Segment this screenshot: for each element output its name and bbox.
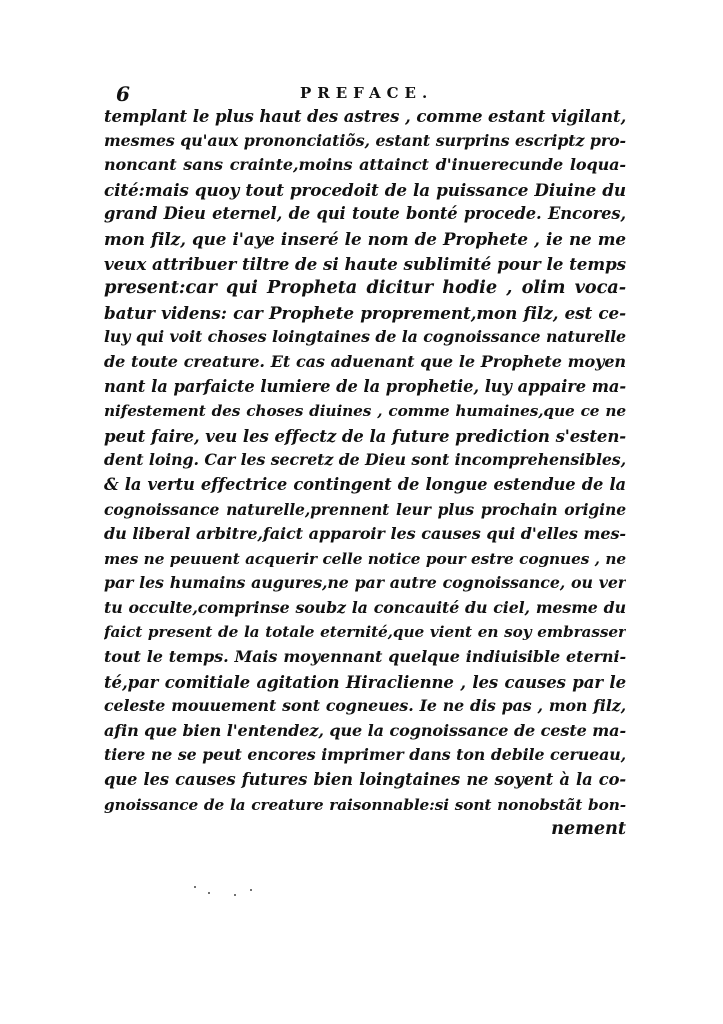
text-line: noncant sans crainte,moins attainct d'inuerecunde loqua-: [104, 155, 626, 175]
text-line: té,par comitiale agitation Hiraclienne , les causes par le: [104, 671, 626, 692]
text-line: present:car qui Propheta dicitur hodie , olim voca-: [104, 277, 626, 299]
text-line: grand Dieu eternel, de qui toute bonté procede. Encores,: [104, 204, 626, 224]
text-line: celeste mouuement sont cogneues. Ie ne dis pas , mon filz,: [104, 696, 626, 716]
text-line: par les humains augures,ne par autre cognoissance, ou ver: [104, 573, 626, 593]
text-line: templant le plus haut des astres , comme estant vigilant,: [104, 106, 626, 126]
page-header: [100, 82, 620, 106]
text-line: dent loing. Car les secretz de Dieu sont incomprehensibles,: [104, 450, 626, 470]
ink-speck: [194, 886, 196, 888]
text-line: cité:mais quoy tout procedoit de la puissance Diuine du: [104, 179, 626, 200]
text-line: luy qui voit choses loingtaines de la cognoissance naturelle: [104, 327, 626, 347]
text-line: gnoissance de la creature raisonnable:si sont nonobstãt bon-: [104, 795, 626, 814]
text-line: mesmes qu'aux prononciatiõs, estant surprins escriptz pro-: [104, 130, 626, 150]
page-number: 6: [116, 82, 130, 106]
text-line: & la vertu effectrice contingent de longue estendue de la: [104, 474, 626, 494]
text-line: tu occulte,comprinse soubz la concauité du ciel, mesme du: [104, 597, 626, 617]
ink-specks: [190, 880, 270, 904]
body-text: [104, 104, 626, 842]
text-line: faict present de la totale eternité,que vient en soy embrasser: [104, 623, 626, 642]
text-line: de toute creature. Et cas aduenant que le Prophete moyen: [104, 351, 626, 371]
running-head: PREFACE.: [300, 84, 434, 102]
text-line: du liberal arbitre,faict apparoir les causes qui d'elles mes-: [104, 524, 626, 544]
ink-speck: [250, 889, 252, 891]
text-line: cognoissance naturelle,prennent leur plus prochain origine: [104, 499, 626, 519]
text-line: afin que bien l'entendez, que la cognoissance de ceste ma-: [104, 720, 626, 740]
text-line: batur videns: car Prophete proprement,mon filz, est ce-: [104, 302, 626, 323]
text-line: mon filz, que i'aye inseré le nom de Prophete , ie ne me: [104, 228, 626, 249]
text-line: peut faire, veu les effectz de la future prediction s'esten-: [104, 425, 626, 446]
text-line: mes ne peuuent acquerir celle notice pour estre cognues , ne: [104, 549, 626, 568]
ink-speck: [208, 892, 210, 894]
text-line: veux attribuer tiltre de si haute sublimité pour le temps: [104, 253, 626, 274]
text-line: tiere ne se peut encores imprimer dans ton debile cerueau,: [104, 745, 626, 765]
ink-speck: [234, 894, 236, 896]
text-line: nifestement des choses diuines , comme humaines,que ce ne: [104, 402, 626, 421]
catchword: nement: [551, 818, 626, 840]
text-line: nant la parfaicte lumiere de la prophetie, luy appaire ma-: [104, 376, 626, 396]
text-line: que les causes futures bien loingtaines ne soyent à la co-: [104, 770, 626, 790]
text-line: tout le temps. Mais moyennant quelque indiuisible eterni-: [104, 647, 626, 667]
